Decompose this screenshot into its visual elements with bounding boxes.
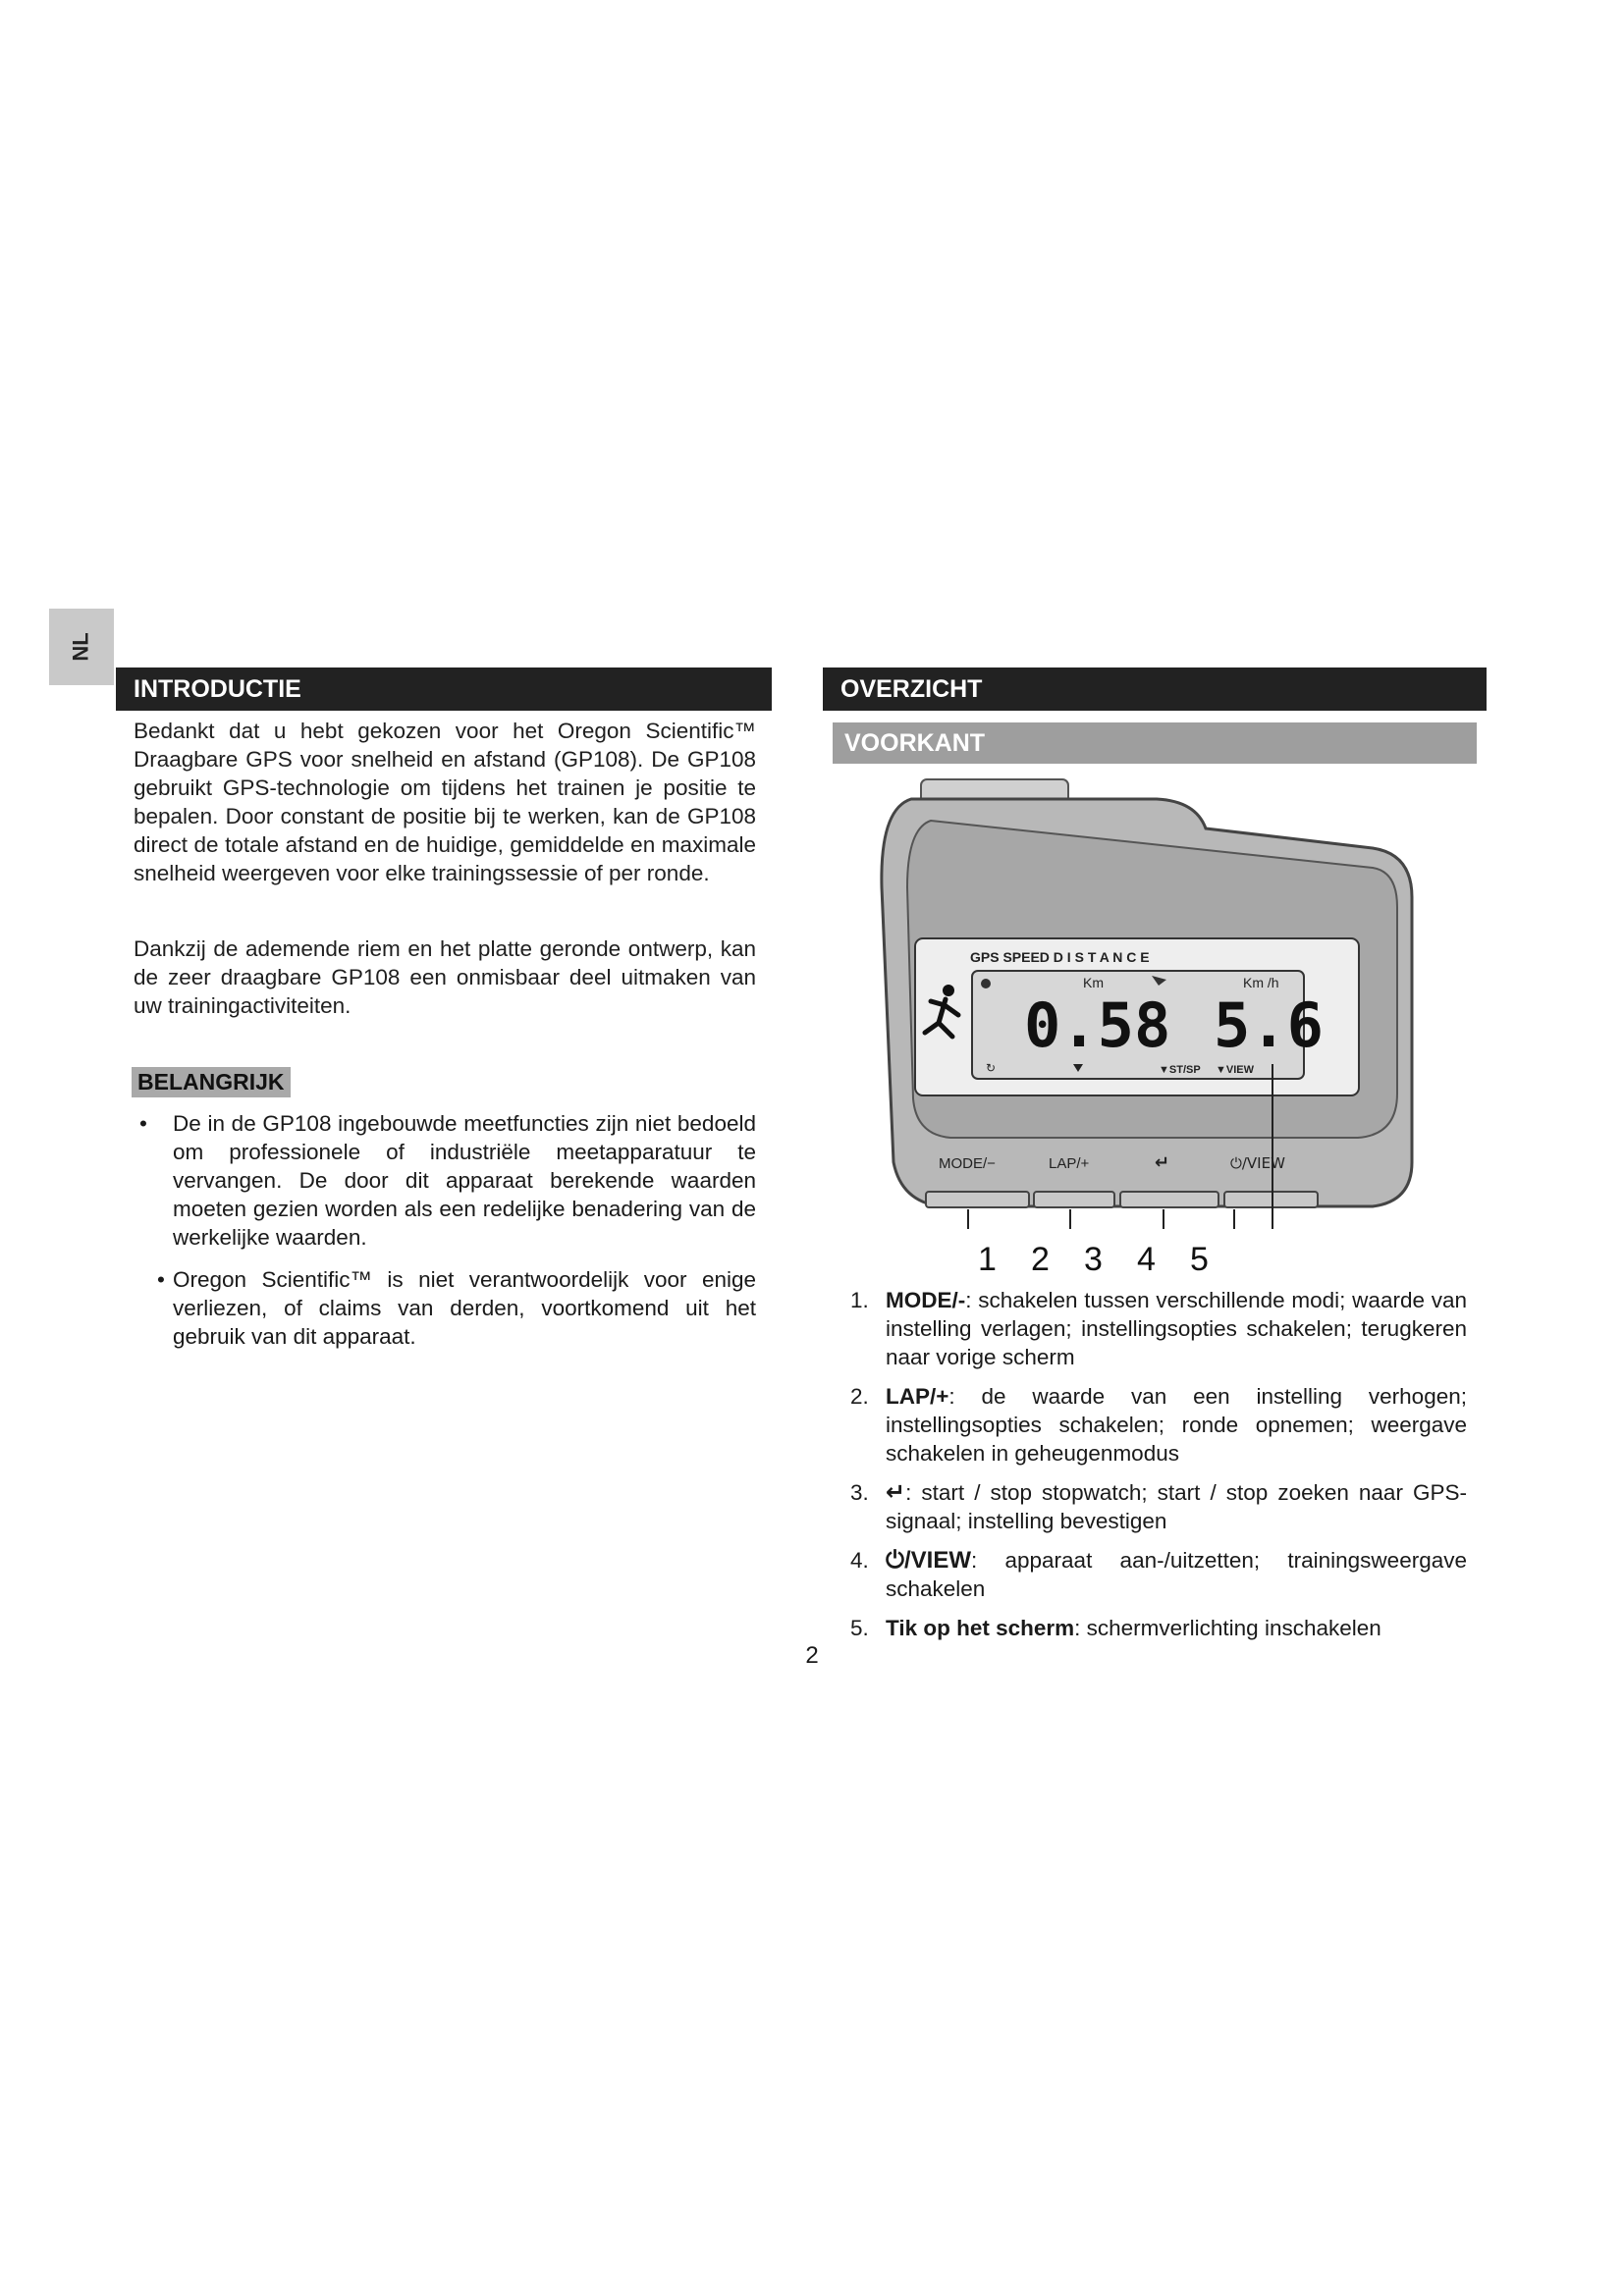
feature-number: 4. bbox=[850, 1548, 869, 1573]
right-column bbox=[823, 667, 1487, 1653]
view-indicator: ▼VIEW bbox=[1216, 1064, 1254, 1076]
important-list bbox=[116, 1109, 772, 1351]
intro-paragraph-1: Bedankt dat u hebt gekozen voor het Oregon Scientific™ Draagbare GPS voor snelheid en afstand (GP108). De GP108 gebruikt GPS-technologie om tijdens het trainen je positie te bepalen. Door constant de positie bij te werken, kan de GP108 direct de totale afstand en de huidige, gemiddelde en maximale snelheid weergeven voor elke trainingssessie of per ronde. bbox=[134, 719, 756, 885]
callout-1: 1 bbox=[978, 1241, 997, 1278]
language-tab bbox=[49, 609, 114, 685]
power-icon: ⏻/VIEW bbox=[886, 1547, 971, 1574]
callout-2: 2 bbox=[1031, 1241, 1050, 1278]
feature-item-enter bbox=[850, 1478, 1467, 1535]
feature-item-backlight bbox=[850, 1614, 1467, 1642]
speed-value: 5.6 bbox=[1214, 989, 1324, 1061]
device-drawing bbox=[823, 770, 1487, 1280]
feature-text: : de waarde van een instelling verhogen; instellingsopties schakelen; ronde opnemen; weergave schakelen in geheugenmodus bbox=[886, 1384, 1467, 1466]
device-illustration bbox=[823, 770, 1487, 1280]
power-view-label: ⏻/VIEW bbox=[1230, 1154, 1285, 1172]
lap-icon: ↻ bbox=[986, 1061, 997, 1075]
callout-3: 3 bbox=[1084, 1241, 1103, 1278]
power-view-button[interactable] bbox=[1224, 1192, 1318, 1207]
callout-4: 4 bbox=[1137, 1241, 1156, 1278]
enter-icon: ↵ bbox=[886, 1479, 906, 1506]
feature-number: 5. bbox=[850, 1616, 869, 1640]
clock-icon bbox=[981, 979, 991, 988]
page-number: 2 bbox=[805, 1642, 819, 1669]
feature-item-mode bbox=[850, 1286, 1467, 1371]
speed-unit-label: Km /h bbox=[1243, 975, 1279, 990]
bullet-icon: • bbox=[157, 1267, 165, 1292]
feature-list bbox=[823, 1286, 1487, 1642]
important-item-2 bbox=[134, 1265, 756, 1351]
feature-key: MODE/- bbox=[886, 1288, 966, 1312]
feature-text: : schakelen tussen verschillende modi; waarde van instelling verlagen; instellingsopties schakelen; terugkeren naar vorige scherm bbox=[886, 1288, 1467, 1369]
intro-heading: INTRODUCTIE bbox=[116, 667, 772, 711]
important-item-1 bbox=[134, 1109, 756, 1252]
lap-button[interactable] bbox=[1034, 1192, 1114, 1207]
callout-5: 5 bbox=[1190, 1241, 1209, 1278]
screen-mode-label: GPS SPEED D I S T A N C E bbox=[970, 949, 1150, 965]
left-column bbox=[116, 667, 772, 1364]
distance-unit-label: Km bbox=[1083, 975, 1104, 990]
important-heading: BELANGRIJK bbox=[132, 1067, 291, 1097]
feature-item-power-view bbox=[850, 1546, 1467, 1603]
front-subheading: VOORKANT bbox=[833, 722, 1477, 764]
feature-number: 1. bbox=[850, 1288, 869, 1312]
feature-item-lap bbox=[850, 1382, 1467, 1468]
feature-text: : apparaat aan-/uitzetten; trainingsweergave schakelen bbox=[886, 1548, 1467, 1601]
lap-button-label: LAP/+ bbox=[1049, 1155, 1090, 1172]
important-item-text: De in de GP108 ingebouwde meetfuncties zijn niet bedoeld om professionele of industriële meetapparatuur te vervangen. De door dit apparaat berekende waarden moeten gezien worden als een redelijke benadering van de werkelijke waarden. bbox=[173, 1111, 756, 1250]
enter-button[interactable] bbox=[1120, 1192, 1218, 1207]
enter-icon: ↵ bbox=[1155, 1152, 1170, 1173]
feature-key: LAP/+ bbox=[886, 1384, 949, 1409]
feature-key: Tik op het scherm bbox=[886, 1616, 1075, 1640]
feature-text: : start / stop stopwatch; start / stop zoeken naar GPS-signaal; instelling bevestigen bbox=[886, 1480, 1467, 1533]
feature-number: 3. bbox=[850, 1480, 869, 1505]
distance-value: 0.58 bbox=[1024, 989, 1171, 1061]
feature-text: : schermverlichting inschakelen bbox=[1074, 1616, 1381, 1640]
stsp-indicator: ▼ST/SP bbox=[1159, 1064, 1201, 1076]
mode-button-label: MODE/− bbox=[939, 1155, 996, 1172]
bullet-icon: • bbox=[139, 1111, 147, 1136]
language-tab-label: NL bbox=[68, 632, 93, 662]
overview-heading: OVERZICHT bbox=[823, 667, 1487, 711]
important-item-text: Oregon Scientific™ is niet verantwoordelijk voor enige verliezen, of claims van derden, voortkomend uit het gebruik van dit apparaat. bbox=[173, 1267, 756, 1349]
feature-number: 2. bbox=[850, 1384, 869, 1409]
mode-button[interactable] bbox=[926, 1192, 1029, 1207]
intro-paragraph-2: Dankzij de ademende riem en het platte geronde ontwerp, kan de zeer draagbare GP108 een onmisbaar deel uitmaken van uw trainingactiviteiten. bbox=[134, 936, 756, 1018]
